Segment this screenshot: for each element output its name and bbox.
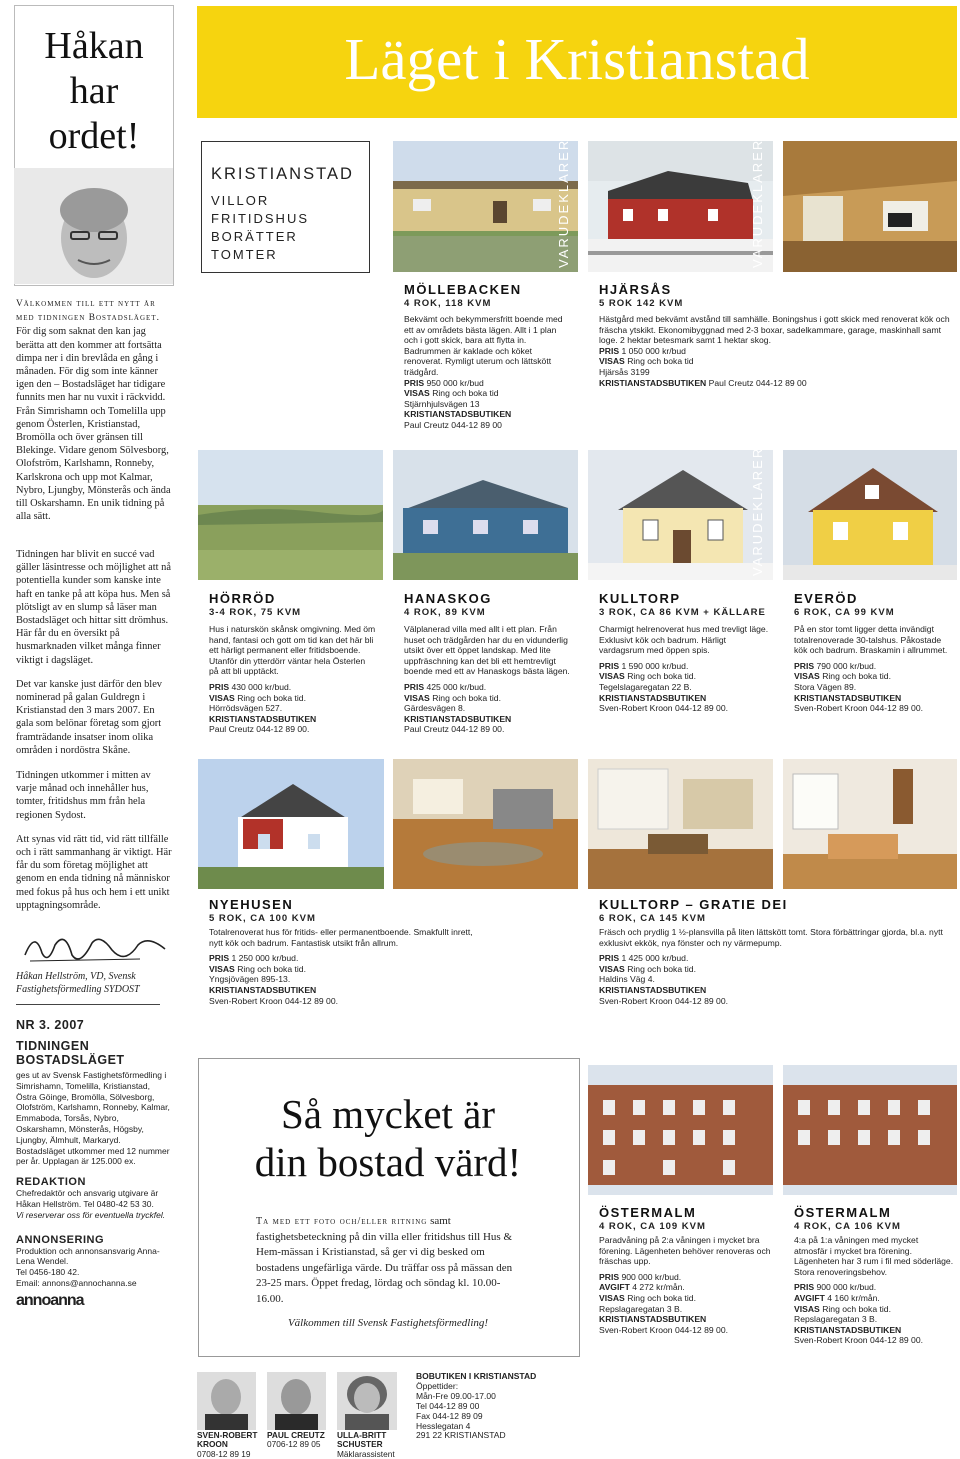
listing-desc: Hästgård med bekvämt avstånd till samhälle. Boningshus i gott skick med renoverat kök och fräscha ytskikt. Ekonomibyggnad med 2-3 boxar, sadelkammare, garage, maskinhall samt loge. 2 hektar betesmark samt 1 hektar skog.	[599, 314, 950, 346]
staff-photo-sven-robert	[197, 1372, 256, 1430]
annonsering-email: Email: annons@annochanna.se	[16, 1277, 137, 1288]
staff-paul: PAUL CREUTZ 0706-12 89 05	[267, 1430, 325, 1450]
listing-horrod[interactable]: HÖRRÖD 3-4 ROK, 75 KVM Hus i naturskön skånsk omgivning. Med öm hand, fantasi och gott om tid kan det här bli ett härligt permanent eller fritidsboende. Utanför din ytterdörr väntar hela Österlen på att bli upptäckt. PRIS 430 000 kr/bud. VISAS Ring och boka tid. Hörrödsvägen 527. KRISTIANSTADSBUTIKEN Paul Creutz 044-12 89 00.	[209, 591, 376, 735]
promo-headline: Så mycket är din bostad värd!	[254, 1091, 522, 1185]
listing-kulltorp2[interactable]: KULLTORP – GRATIE DEI 6 ROK, CA 145 KVM Fräsch och prydlig 1 ½-plansvilla på liten lättskött tomt. Stora förbättringar gjorda, bl.a. nytt exklusivt ekkök, nya fönster och ny värmepump. PRIS 1 425 000 kr/bud. VISAS Ring och boka tid. Haldins Väg 4. KRISTIANSTADSBUTIKEN Sven-Robert Kroon 044-12 89 00.	[599, 897, 943, 1006]
staff-sven-robert: SVEN-ROBERT KROON 0708-12 89 19	[197, 1430, 258, 1459]
varudeklarerat-stamp-3: VARUDEKLARERAT	[750, 427, 765, 576]
intro-text-3	[16, 769, 172, 912]
intro-p1: För dig som saknat den kan jag berätta att den kommer att fortsätta dimpa ner i din brevlåda en gång i månaden. För dig som inte känner igen den – Bostadsläget har tidigare funnits men har nu vuxit i räckvidd. Från Simrishamn och Tomelilla upp genom Österlen, Kristianstad, Bromölla och över gränsen till Blekinge. Vidare genom Sölvesborg, Olofström, Karlshamn, Ronneby, Karlskrona och upp mot Kalmar, Nybro, Ljungby, Mönsterås och ända till Oskarshamn. En unik tidning på alla sätt.	[16, 326, 171, 523]
listing-ostermalm1[interactable]: ÖSTERMALM 4 ROK, CA 109 KVM Paradvåning på 2:a våningen i mycket bra förening. Lägenheten behöver renoveras och fräschas upp. PRIS 900 000 kr/bud. AVGIFT 4 272 kr/mån. VISAS Ring och boka tid. Repslagaregatan 3 B. KRISTIANSTADSBUTIKEN Sven-Robert Kroon 044-12 89 00.	[599, 1205, 771, 1335]
listing-title: HJÄRSÅS	[599, 282, 672, 297]
hjarsas-photo	[588, 119, 773, 272]
hanaskog-photo	[393, 450, 578, 580]
kulltorp-photo	[588, 427, 773, 580]
signature	[20, 925, 170, 973]
category-villor: VILLOR	[211, 193, 270, 208]
listing-kulltorp[interactable]: KULLTORP 3 ROK, CA 86 KVM + KÄLLARE Charmigt helrenoverat hus med trevligt läge. Exklusivt kök och badrum. Härligt vardagsrum med öppen spis. PRIS 1 590 000 kr/bud. VISAS Ring och boka tid. Tegelslagaregatan 22 B. KRISTIANSTADSBUTIKEN Sven-Robert Kroon 044-12 89 00.	[599, 591, 769, 714]
varudeklarerat-stamp-1: VARUDEKLARERAT	[556, 119, 571, 268]
staff-ulla-britt: ULLA-BRITT SCHUSTER Mäklarassistent	[337, 1430, 395, 1459]
intro-p4: Tidningen utkommer i mitten av varje månad och innehåller hus, tomter, fritidshus mm från hela regionen Sydost.	[16, 770, 151, 821]
listing-everod[interactable]: EVERÖD 6 ROK, CA 99 KVM På en stor tomt ligger detta invändigt totalrenoverade 30-talshus. Påkostade kök och badrum. Braskamin i allrummet. PRIS 790 000 kr/bud. VISAS Ring och boka tid. Stora Vägen 89. KRISTIANSTADSBUTIKEN Sven-Robert Kroon 044-12 89 00.	[794, 591, 948, 714]
intro-text-1	[16, 297, 172, 523]
listing-mollebacken[interactable]: MÖLLEBACKEN 4 ROK, 118 KVM Bekvämt och bekymmersfritt boende med ett av områdets bästa lägen. Allt i 1 plan och i gott skick, bara att flytta in. Badrummen är kaklade och köket renoverat. Rymligt uterum och lättskött trädgård. PRIS 950 000 kr/bud VISAS Ring och boka tid Stjärnhjulsvägen 13 KRISTIANSTADSBUTIKEN Paul Creutz 044-12 89 00	[404, 282, 572, 431]
intro-text-2	[16, 548, 172, 757]
kristianstad-title: KRISTIANSTAD	[211, 165, 354, 183]
kristianstad-box	[201, 141, 370, 273]
ostermalm2-photo	[783, 1065, 957, 1195]
category-boratter: BORÄTTER	[211, 229, 298, 244]
listing-sub: 4 ROK, 118 KVM	[404, 298, 492, 309]
colophon-title-2: BOSTADSLÄGET	[16, 1053, 125, 1067]
everod-photo	[783, 450, 957, 580]
intro-p5: Att synas vid rätt tid, vid rätt tillfälle och i rätt sammanhang är viktigt. Här får du som företag möjlighet att genom en enda tidning nå människor med fokus på hus och hem i ett unikt upptagningsområde.	[16, 833, 172, 911]
colophon	[16, 1018, 170, 1310]
kulltorp2-interior-photo	[783, 759, 957, 889]
intro-heading: Håkan har ordet!	[44, 25, 144, 157]
hakan-portrait	[14, 168, 173, 284]
category-list	[211, 192, 309, 264]
redaktion-text: Chefredaktör och ansvarig utgivare är Håkan Hellström. Tel 0480-42 53 30.	[16, 1188, 159, 1209]
office-info: BOBUTIKEN I KRISTIANSTAD Öppettider: Mån-Fre 09.00-17.00 Tel 044-12 89 00 Fax 044-12 89 09 Hesslegatan 4 291 22 KRISTIANSTAD	[416, 1371, 537, 1441]
annoanna-logo: annoanna	[16, 1291, 84, 1309]
signature-caption: Håkan Hellström, VD, Svensk Fastighetsförmedling SYDOST	[16, 971, 140, 995]
kulltorp2-photo	[588, 759, 773, 889]
staff-photo-ulla-britt	[337, 1372, 397, 1430]
listing-sub: 5 ROK 142 KVM	[599, 298, 684, 309]
divider	[16, 1004, 160, 1005]
nyehusen-photo	[198, 759, 384, 889]
listing-ostermalm2[interactable]: ÖSTERMALM 4 ROK, CA 106 KVM 4:a på 1:a våningen med mycket atmosfär i mycket bra förening. Lägenheten har 3 rum i fil med söderläge. Stora renoveringsbehov. PRIS 900 000 kr/bud. AVGIFT 4 160 kr/mån. VISAS Ring och boka tid. Repslagaregatan 3 B. KRISTIANSTADSBUTIKEN Sven-Robert Kroon 044-12 89 00.	[794, 1205, 954, 1346]
listing-desc: Bekvämt och bekymmersfritt boende med ett av områdets bästa lägen. Allt i 1 plan och i gott skick, bara att flytta in. Badrummen är kaklade och köket renoverat. Rymligt uterum och lättskött trädgård.	[404, 314, 563, 377]
promo-welcome: Välkommen till Svensk Fastighetsförmedling!	[287, 1317, 489, 1329]
listing-title: MÖLLEBACKEN	[404, 282, 522, 297]
colophon-title-1: TIDNINGEN	[16, 1039, 90, 1053]
mollebacken-photo	[393, 119, 578, 272]
promo-text: Ta med ett foto och/eller ritning samt fastighetsbeteckning på din villa eller fritidshus till Hus & Hem-mässan i Kristianstad, så ger vi dig besked om bostadens ungefärliga värde. Du träffar oss på mässan den 23-25 mars. Öppet fredag, lördag och söndag kl. 10.00-16.00.	[256, 1215, 513, 1305]
ostermalm1-photo	[588, 1065, 773, 1195]
staff-photo-paul	[267, 1372, 326, 1430]
colophon-text: ges ut av Svensk Fastighetsförmedling i Simrishamn, Tomelilla, Kristianstad, Östra Göinge, Bromölla, Sölvesborg, Olofström, Karlshamn, Ronneby, Kalmar, Emmaboda, Torsås, Nybro, Oskarshamn, Mönsterås, Högsby, Ljungby, Älmhult, Markaryd. Bostadsläget utkommer med 12 nummer per år. Upplagan är 125.000 ex.	[16, 1070, 170, 1167]
horrod-photo	[198, 450, 383, 580]
listing-hjarsas[interactable]: HJÄRSÅS 5 ROK 142 KVM Hästgård med bekvämt avstånd till samhälle. Boningshus i gott skick med renoverat kök och fräscha ytskikt. Ekonomibyggnad med 2-3 boxar, sadelkammare, garage, maskinhall samt loge. 2 hektar betesmark samt 1 hektar skog. PRIS 1 050 000 kr/bud VISAS Ring och boka tid Hjärsås 3199 KRISTIANSTADSBUTIKEN Paul Creutz 044-12 89 00	[599, 282, 950, 388]
listing-nyehusen[interactable]: NYEHUSEN 5 ROK, CA 100 KVM Totalrenoverat hus för fritids- eller permanentboende. Smakfullt inrett, nytt kök och badrum. Fantastisk utsikt från allrum. PRIS 1 250 000 kr/bud. VISAS Ring och boka tid. Yngsjövägen 895-13. KRISTIANSTADSBUTIKEN Sven-Robert Kroon 044-12 89 00.	[209, 897, 473, 1006]
redaktion-note: Vi reserverar oss för eventuella tryckfel.	[16, 1209, 166, 1220]
hjarsas-interior-photo	[783, 141, 957, 272]
listing-hanaskog[interactable]: HANASKOG 4 ROK, 89 KVM Välplanerad villa med allt i ett plan. Från huset och trädgården har du en vidunderlig utsikt över ett öppet landskap. Med lite uppfräschning kan det bli ett hemtrevligt boende med ett av Hanaskogs bästa lägen. PRIS 425 000 kr/bud. VISAS Ring och boka tid. Gärdesvägen 8. KRISTIANSTADSBUTIKEN Paul Creutz 044-12 89 00.	[404, 591, 570, 735]
category-tomter: TOMTER	[211, 247, 278, 262]
varudeklarerat-stamp-2: VARUDEKLARERAT	[750, 119, 765, 268]
intro-p2: Tidningen har blivit en succé vad gäller läsintresse och möjlighet att nå potentiella kunder som kanske inte haft en tanke på att köpa hus. Men så plötsligt av en slump så läser man Bostadsläget och hittar sitt drömhus. Här får du en översikt på husmarknaden vilket många finner viktigt i dagsläget.	[16, 549, 171, 666]
annonsering-text-2: Tel 0456-180 42.	[16, 1267, 80, 1278]
category-fritidshus: FRITIDSHUS	[211, 211, 309, 226]
annonsering-title: ANNONSERING	[16, 1233, 105, 1246]
intro-p3: Det var kanske just därför den blev nominerad på galan Guldregn i Kristianstad den 3 mars 2007. En gala som belönar företag som gjort framträdande insatser inom olika områden i nordöstra Skåne.	[16, 678, 162, 756]
page-title: Läget i Kristianstad	[344, 26, 810, 92]
nyehusen-kitchen-photo	[393, 759, 578, 889]
issue-number: NR 3. 2007	[16, 1018, 85, 1032]
intro-lead: Välkommen till ett nytt år med tidningen Bostadsläget.	[16, 299, 160, 324]
annonsering-text-1: Produktion och annonsansvarig Anna-Lena Wendel.	[16, 1245, 160, 1267]
redaktion-title: REDAKTION	[16, 1176, 86, 1189]
